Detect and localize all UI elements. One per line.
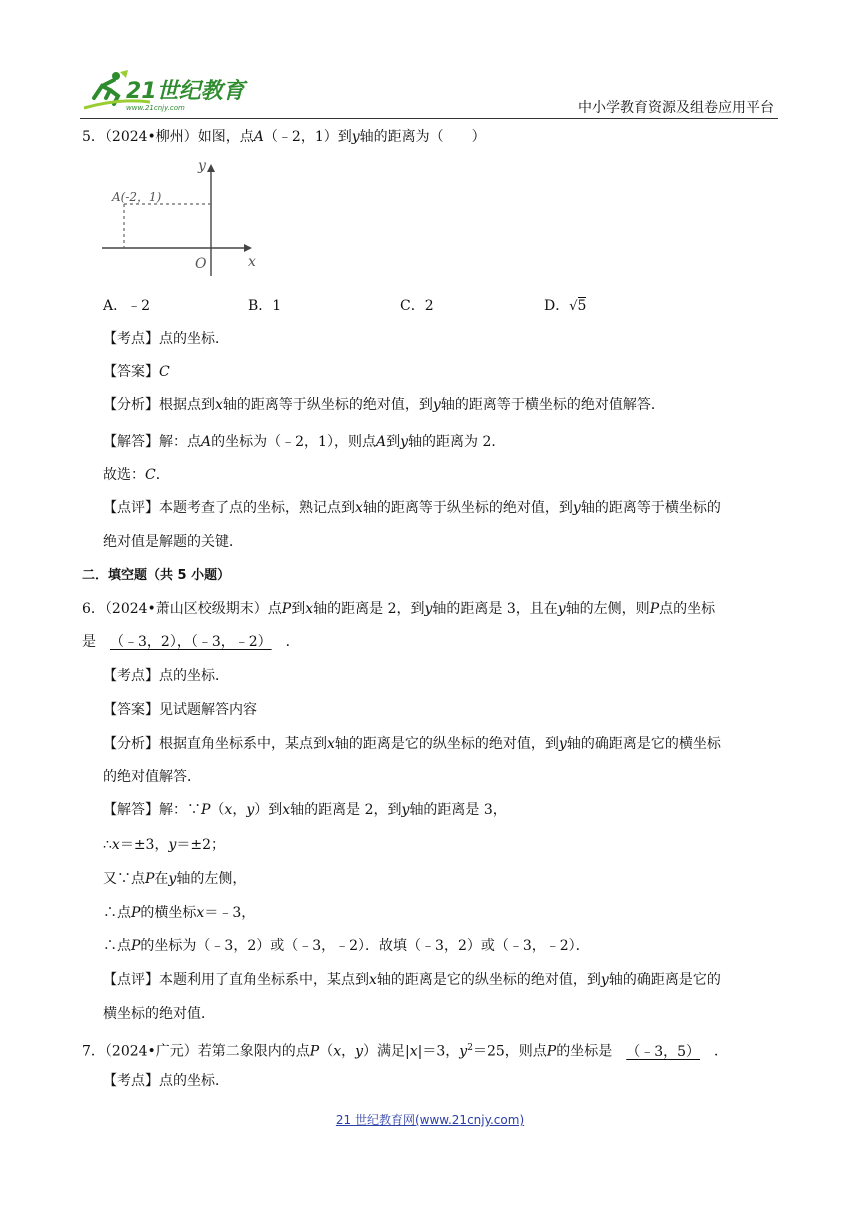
logo-url: www.21cnjy.com	[126, 104, 185, 112]
q5-stem: 5．（2024•柳州）如图，点A（﹣2，1）到y轴的距离为（ ）	[82, 129, 486, 145]
y-axis-label: y	[198, 158, 206, 174]
q6-answer-blank: （﹣3，2），（﹣3，﹣2）	[110, 634, 272, 650]
q6-stem: 6．（2024•萧山区校级期末）点P到x轴的距离是 2，到y轴的距离是 3，且在y轴的左侧，则P点的坐标	[82, 601, 716, 617]
q5-kaodian: 【考点】点的坐标．	[103, 331, 229, 347]
q5-coordinate-figure	[98, 156, 258, 280]
q7-answer-blank: （﹣3，5）	[626, 1043, 701, 1060]
q5-dianping-line2: 绝对值是解题的关键．	[103, 534, 243, 550]
site-title: 中小学教育资源及组卷应用平台	[578, 100, 774, 116]
q6-fenxi-line2: 的绝对值解答．	[103, 769, 201, 785]
logo-text: 21世纪教育	[126, 79, 245, 104]
q7-kaodian: 【考点】点的坐标．	[103, 1073, 229, 1089]
q6-stem-line2: 是 （﹣3，2），（﹣3，﹣2） ．	[82, 634, 300, 650]
y-axis-arrow-icon	[207, 164, 215, 172]
x-axis-arrow-icon	[244, 244, 252, 252]
q6-kaodian: 【考点】点的坐标．	[103, 668, 229, 684]
q7-stem: 7．（2024•广元）若第二象限内的点P（x，y）满足|x|＝3，$y^2=25$，则点P的坐标是 （﹣3，5） ．	[82, 1043, 729, 1060]
header-rule	[80, 118, 778, 119]
q6-step2: 又∵点P在y轴的左侧，	[103, 871, 247, 887]
q5-fenxi: 【分析】根据点到x轴的距离等于纵坐标的绝对值，到y轴的距离等于横坐标的绝对值解答．	[103, 397, 665, 413]
q5-option-a: A．﹣2	[103, 298, 151, 314]
q6-step1: ∴x＝±3，y＝±2；	[103, 837, 226, 853]
point-a-label: A(-2，1)	[112, 190, 162, 204]
q6-dianping-line2: 横坐标的绝对值．	[103, 1006, 215, 1022]
q6-jieda: 【解答】解：∵P（x，y）到x轴的距离是 2，到y轴的距离是 3，	[103, 802, 507, 818]
q6-step3: ∴点P的横坐标x＝﹣3，	[103, 905, 256, 921]
footer-link[interactable]: 21 世纪教育网(www.21cnjy.com)	[335, 1113, 525, 1127]
q5-jieda: 【解答】解：点A的坐标为（﹣2，1），则点A到y轴的距离为 2．	[103, 434, 506, 450]
q5-option-b: B．1	[248, 298, 282, 314]
q5-option-c: C．2	[400, 298, 434, 314]
q5-answer: 【答案】C	[103, 364, 170, 380]
q5-guxuan: 故选：C．	[103, 467, 170, 483]
x-axis-label: x	[248, 254, 256, 270]
q5-dianping: 【点评】本题考查了点的坐标，熟记点到x轴的距离等于纵坐标的绝对值，到y轴的距离等于横坐标的	[103, 500, 721, 516]
q6-step4: ∴点P的坐标为（﹣3，2）或（﹣3，﹣2）．故填（﹣3，2）或（﹣3，﹣2）．	[103, 938, 590, 954]
site-logo	[80, 68, 255, 114]
section-heading: 二．填空题（共 5 小题）	[82, 568, 231, 583]
q6-answer: 【答案】见试题解答内容	[103, 702, 257, 718]
q6-fenxi: 【分析】根据直角坐标系中，某点到x轴的距离是它的纵坐标的绝对值，到y轴的确距离是它的横坐标	[103, 736, 721, 752]
q5-option-d: D．√5	[544, 298, 587, 314]
q6-dianping: 【点评】本题利用了直角坐标系中，某点到x轴的距离是它的纵坐标的绝对值，到y轴的确距离是它的	[103, 972, 721, 988]
origin-label: O	[195, 256, 207, 272]
